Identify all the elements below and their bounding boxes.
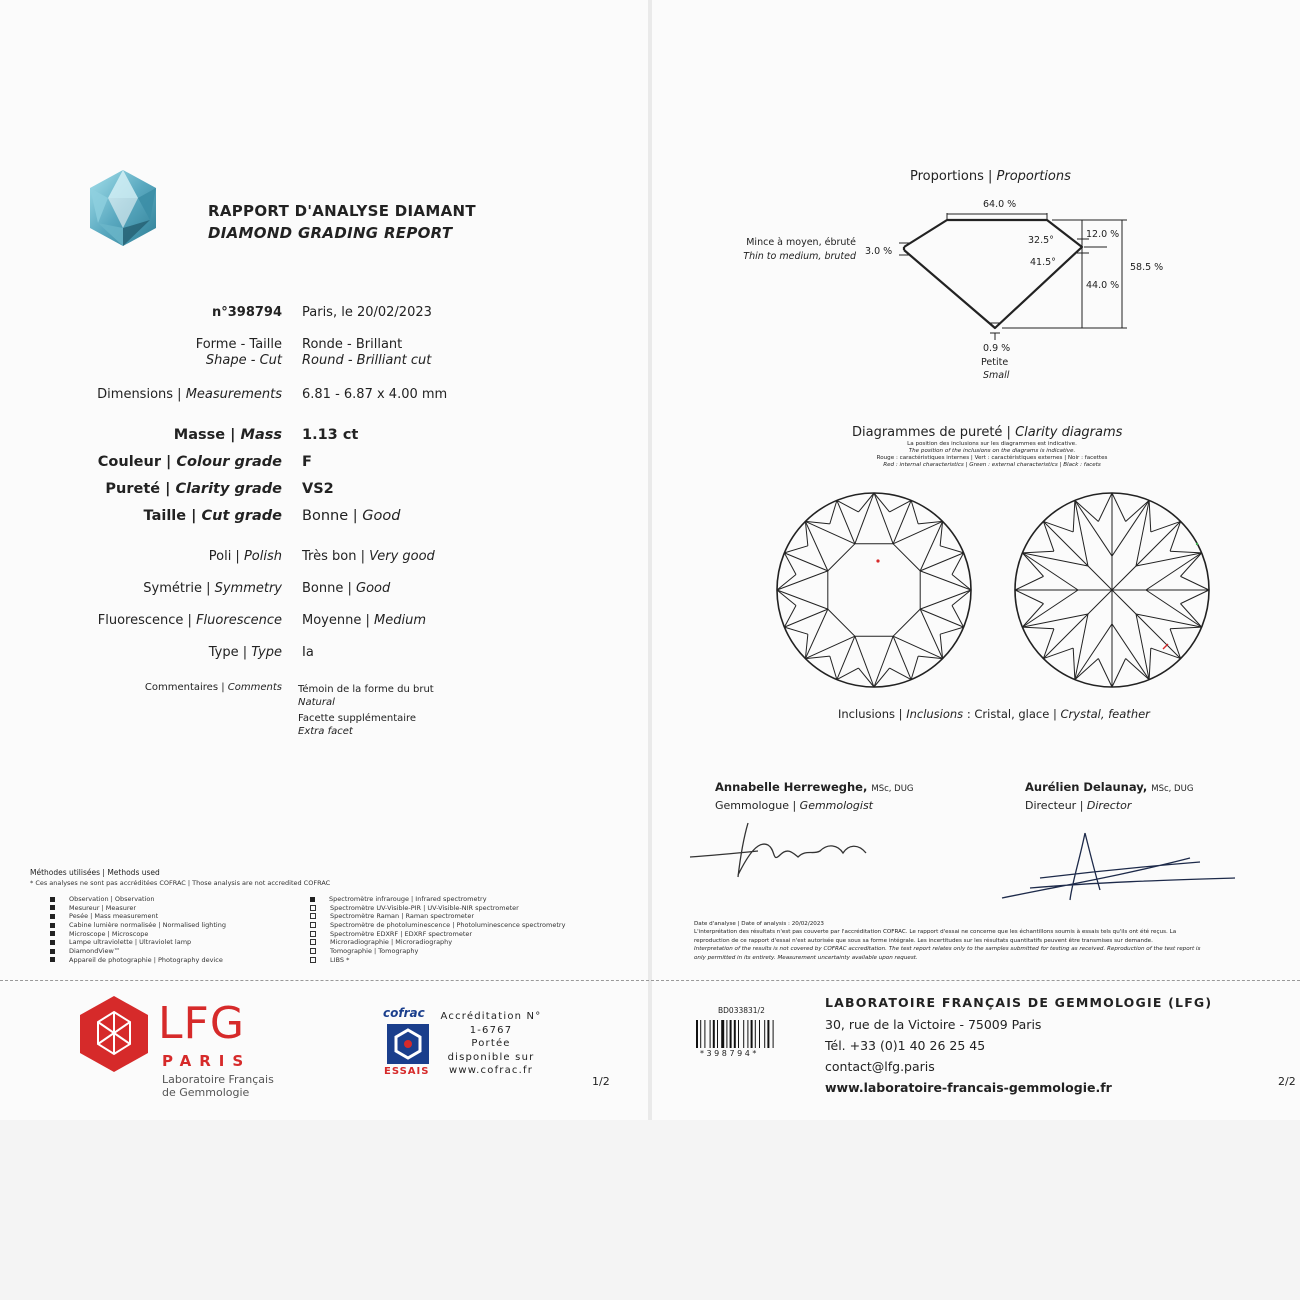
method-label: Spectromètre EDXRF | EDXRF spectrometer bbox=[330, 929, 473, 938]
lab-email[interactable]: contact@lfg.paris bbox=[825, 1059, 935, 1074]
barcode-icon bbox=[696, 1020, 792, 1048]
fluorescence-label-en: Fluorescence bbox=[196, 613, 282, 628]
signature-2-icon bbox=[1000, 828, 1240, 903]
legal-line-2: L'interprétation des résultats n'est pas couverte par l'accréditation COFRAC. Le rapport d'essai ne concerne que les échantillons soumis à essais tels qu'ils ont été reçus. La bbox=[694, 929, 1177, 936]
fluorescence-value-fr: Moyenne | bbox=[302, 613, 370, 628]
girdle-pct: 3.0 % bbox=[865, 246, 893, 257]
table-pct: 64.0 % bbox=[983, 199, 1017, 210]
cofrac-essais-icon bbox=[387, 1024, 429, 1064]
type-label-fr: Type | bbox=[208, 645, 248, 660]
mass-value: 1.13 ct bbox=[302, 427, 359, 443]
method-item bbox=[310, 912, 565, 921]
signer-2-name bbox=[1025, 780, 1193, 794]
bullet-icon bbox=[50, 905, 55, 910]
lab-address: 30, rue de la Victoire - 75009 Paris bbox=[825, 1017, 1042, 1032]
method-item bbox=[50, 921, 226, 930]
report-number: n°398794 bbox=[211, 305, 282, 320]
inclusion-mark bbox=[876, 559, 879, 562]
methods-note: * Ces analyses ne sont pas accréditées COFRAC | Those analysis are not accredited COFRAC bbox=[30, 879, 331, 887]
lab-name: LABORATOIRE FRANÇAIS DE GEMMOLOGIE (LFG) bbox=[825, 995, 1213, 1010]
method-label: Cabine lumière normalisée | Normalised lighting bbox=[69, 921, 226, 930]
method-label: DiamondView™ bbox=[69, 947, 121, 956]
signer-1-role-en: Gemmologist bbox=[799, 799, 873, 812]
comment-1-en: Natural bbox=[298, 697, 335, 708]
bullet-icon bbox=[50, 940, 55, 945]
report-place-date: Paris, le 20/02/2023 bbox=[302, 305, 432, 320]
method-label: Tomographie | Tomography bbox=[330, 947, 419, 956]
cofrac-brand: cofrac bbox=[383, 1006, 425, 1020]
checkbox-icon bbox=[310, 939, 316, 945]
lfg-hexagon-icon bbox=[78, 994, 150, 1074]
crown-clarity-diagram bbox=[774, 490, 974, 690]
clarity-notes bbox=[852, 441, 1132, 469]
culet-en: Small bbox=[983, 370, 1010, 381]
legal-line-1: Date d'analyse | Date of analysis : 20/02/2023 bbox=[694, 921, 824, 927]
signer-1-title: MSc, DUG bbox=[871, 784, 914, 794]
comments-label bbox=[145, 682, 282, 693]
dimensions-label bbox=[97, 387, 282, 402]
cut-label-en: Cut grade bbox=[201, 508, 282, 524]
signer-1-name bbox=[715, 780, 914, 794]
external-mark bbox=[1196, 543, 1198, 545]
bullet-icon bbox=[50, 914, 55, 919]
inclusions-line bbox=[838, 707, 1150, 721]
fluorescence-value-en: Medium bbox=[374, 613, 426, 628]
methods-list-left bbox=[50, 895, 226, 965]
method-label: Microradiographie | Microradiography bbox=[330, 938, 453, 947]
fluorescence-label bbox=[98, 613, 282, 628]
method-label: Mesureur | Measurer bbox=[69, 903, 137, 912]
method-label: Spectromètre infrarouge | Infrared spectrometry bbox=[329, 895, 487, 903]
cofrac-line5: www.cofrac.fr bbox=[448, 1065, 534, 1076]
methods-list-right bbox=[310, 895, 565, 965]
cut-label-fr: Taille | bbox=[143, 508, 197, 524]
signer-2-title: MSc, DUG bbox=[1151, 784, 1194, 794]
signer-1-role-fr: Gemmologue | bbox=[715, 799, 797, 812]
dimensions-value: 6.81 - 6.87 x 4.00 mm bbox=[302, 387, 448, 402]
lfg-logo-line1: Laboratoire Français bbox=[162, 1073, 274, 1086]
legal-line-3: reproduction de ce rapport d'essai n'est autorisée que sous sa forme intégrale. Les incertitudes sur les résultats quantitatifs peuvent être transmises sur demande. bbox=[694, 937, 1153, 944]
cofrac-line1: Accréditation N° bbox=[440, 1011, 542, 1022]
clarity-label bbox=[105, 481, 282, 497]
type-label-en: Type bbox=[251, 645, 282, 660]
checkbox-icon bbox=[310, 913, 316, 919]
clarity-value: VS2 bbox=[302, 481, 334, 497]
signer-2-role bbox=[1025, 799, 1131, 812]
clarity-label-fr: Pureté | bbox=[105, 481, 171, 497]
bullet-icon bbox=[50, 931, 55, 936]
method-label: LIBS * bbox=[330, 955, 350, 964]
method-item bbox=[50, 947, 226, 956]
culet-fr: Petite bbox=[981, 357, 1009, 368]
checkbox-icon bbox=[310, 905, 316, 911]
cut-line bbox=[0, 980, 1300, 981]
crown-height: 12.0 % bbox=[1086, 229, 1120, 240]
mass-label-en: Mass bbox=[240, 427, 282, 443]
girdle-desc-fr: Mince à moyen, ébruté bbox=[746, 237, 856, 248]
method-item bbox=[50, 912, 226, 921]
inclusions-value-en: Crystal, feather bbox=[1060, 707, 1150, 721]
crown-angle: 32.5° bbox=[1028, 235, 1054, 246]
polish-label-fr: Poli | bbox=[208, 549, 240, 564]
method-item bbox=[50, 895, 226, 904]
method-item bbox=[310, 956, 565, 965]
comment-1-fr: Témoin de la forme du brut bbox=[298, 684, 434, 695]
legal-text bbox=[694, 920, 1200, 962]
shape-label-fr: Forme - Taille bbox=[195, 337, 282, 352]
colour-label-fr: Couleur | bbox=[97, 454, 172, 470]
bullet-icon bbox=[310, 897, 315, 902]
type-value: Ia bbox=[302, 645, 314, 660]
method-item bbox=[310, 895, 565, 904]
methods-title: Méthodes utilisées | Methods used bbox=[30, 868, 160, 877]
fluorescence-value bbox=[302, 613, 426, 628]
dimensions-label-fr: Dimensions | bbox=[97, 387, 182, 402]
signer-2-role-en: Director bbox=[1086, 799, 1132, 812]
method-label: Lampe ultraviolette | Ultraviolet lamp bbox=[69, 938, 192, 947]
checkbox-icon bbox=[310, 931, 316, 937]
method-item bbox=[50, 956, 226, 965]
fluorescence-label-fr: Fluorescence | bbox=[97, 613, 192, 628]
clarity-diagrams-title bbox=[852, 425, 1122, 440]
cut-value-fr: Bonne | bbox=[302, 508, 358, 524]
method-label: Spectromètre Raman | Raman spectrometer bbox=[330, 912, 475, 921]
method-item bbox=[50, 930, 226, 939]
comments-label-en: Comments bbox=[227, 682, 282, 693]
colour-label bbox=[98, 454, 282, 470]
pavilion-depth: 44.0 % bbox=[1086, 280, 1120, 291]
clarity-note-2: The position of the inclusions on the diagrams is indicative. bbox=[908, 448, 1076, 454]
cofrac-line2: 1-6767 bbox=[469, 1024, 513, 1036]
comment-2-en: Extra facet bbox=[298, 726, 353, 737]
method-item bbox=[310, 921, 565, 930]
lfg-logo-paris: PARIS bbox=[162, 1052, 252, 1070]
method-item bbox=[50, 904, 226, 913]
colour-value: F bbox=[302, 454, 312, 470]
symmetry-label bbox=[143, 581, 282, 596]
mass-label-fr: Masse | bbox=[173, 427, 236, 443]
diamond-logo-icon bbox=[88, 168, 158, 248]
method-item bbox=[310, 938, 565, 947]
proportions-title-fr: Proportions | bbox=[910, 169, 993, 184]
proportions-title bbox=[910, 169, 1071, 184]
method-label: Spectromètre UV-Visible-PIR | UV-Visible-NIR spectrometer bbox=[330, 903, 519, 912]
symmetry-label-en: Symmetry bbox=[214, 581, 282, 596]
type-label bbox=[209, 645, 282, 660]
page-number-2: 2/2 bbox=[1278, 1075, 1296, 1088]
signature-1-icon bbox=[688, 815, 888, 885]
lfg-logo-line2: de Gemmologie bbox=[162, 1086, 250, 1099]
polish-label bbox=[209, 549, 282, 564]
colour-label-en: Colour grade bbox=[176, 454, 282, 470]
inclusions-label-fr: Inclusions | bbox=[838, 707, 903, 721]
polish-value-fr: Très bon | bbox=[302, 549, 365, 564]
cut-value bbox=[302, 508, 400, 524]
inclusion-mark bbox=[1163, 644, 1168, 649]
method-label: Microscope | Microscope bbox=[69, 929, 149, 938]
clarity-note-1: La position des inclusions sur les diagrammes est indicative. bbox=[907, 441, 1077, 447]
page-left bbox=[0, 0, 648, 1120]
checkbox-icon bbox=[310, 957, 316, 963]
comments-label-fr: Commentaires | bbox=[144, 682, 225, 693]
inclusions-value-fr: : Cristal, glace | bbox=[966, 707, 1057, 721]
clarity-diagrams-title-en: Clarity diagrams bbox=[1015, 425, 1123, 440]
signer-2-role-fr: Directeur | bbox=[1025, 799, 1084, 812]
bullet-icon bbox=[50, 923, 55, 928]
page-right bbox=[652, 0, 1300, 1120]
shape-value-fr: Ronde - Brillant bbox=[302, 337, 403, 352]
signer-1-name-text: Annabelle Herreweghe, bbox=[715, 780, 868, 794]
method-item bbox=[310, 930, 565, 939]
cofrac-line4: disponible sur bbox=[447, 1051, 535, 1063]
legal-line-4: Interpretation of the results is not covered by COFRAC accreditation. The test report relates only to the samples submitted for testing as received. Reproduction of the test report is bbox=[694, 946, 1201, 953]
polish-label-en: Polish bbox=[243, 549, 282, 564]
cofrac-essais: ESSAIS bbox=[384, 1066, 430, 1077]
method-item bbox=[50, 938, 226, 947]
polish-value-en: Very good bbox=[369, 549, 435, 564]
page-number-1: 1/2 bbox=[592, 1075, 610, 1088]
shape-value-en: Round - Brilliant cut bbox=[302, 353, 432, 368]
method-item bbox=[310, 904, 565, 913]
checkbox-icon bbox=[310, 922, 316, 928]
symmetry-label-fr: Symétrie | bbox=[143, 581, 211, 596]
signer-1-role bbox=[715, 799, 873, 812]
method-label: Observation | Observation bbox=[69, 895, 155, 903]
cofrac-line3: Portée bbox=[471, 1038, 511, 1049]
legal-line-5: only permitted in its entirety. Measurement uncertainty available upon request. bbox=[694, 954, 918, 961]
barcode-code: BD033831/2 bbox=[718, 1006, 765, 1015]
bullet-icon bbox=[50, 957, 55, 962]
girdle-desc-en: Thin to medium, bruted bbox=[743, 251, 856, 262]
comment-2-fr: Facette supplémentaire bbox=[298, 713, 417, 724]
pavilion-clarity-diagram bbox=[1012, 490, 1212, 690]
total-depth: 58.5 % bbox=[1130, 262, 1164, 273]
proportions-title-en: Proportions bbox=[996, 169, 1071, 184]
clarity-diagrams-title-fr: Diagrammes de pureté | bbox=[852, 425, 1011, 440]
report-title-fr: RAPPORT D'ANALYSE DIAMANT bbox=[208, 202, 476, 220]
method-label: Pesée | Mass measurement bbox=[69, 912, 159, 921]
symmetry-value bbox=[302, 581, 390, 596]
cut-label bbox=[144, 508, 282, 524]
lfg-logo-text: LFG bbox=[158, 998, 245, 1049]
culet-pct: 0.9 % bbox=[983, 343, 1011, 354]
method-label: Appareil de photographie | Photography device bbox=[69, 955, 223, 964]
polish-value bbox=[302, 549, 435, 564]
barcode-number: * 3 9 8 7 9 4 * bbox=[700, 1049, 757, 1058]
pavilion-angle: 41.5° bbox=[1030, 257, 1056, 268]
checkbox-icon bbox=[310, 948, 316, 954]
dimensions-label-en: Measurements bbox=[185, 387, 282, 402]
signer-2-name-text: Aurélien Delaunay, bbox=[1025, 780, 1148, 794]
bullet-icon bbox=[50, 949, 55, 954]
symmetry-value-fr: Bonne | bbox=[302, 581, 352, 596]
cofrac-accreditation bbox=[436, 1010, 546, 1078]
cut-value-en: Good bbox=[362, 508, 401, 524]
clarity-label-en: Clarity grade bbox=[175, 481, 282, 497]
inclusions-label-en: Inclusions bbox=[906, 707, 964, 721]
method-label: Spectromètre de photoluminescence | Photoluminescence spectrometry bbox=[330, 921, 566, 930]
mass-label bbox=[174, 427, 282, 443]
clarity-note-4: Red : internal characteristics | Green : external characteristics | Black : facets bbox=[883, 462, 1101, 468]
report-title-en: DIAMOND GRADING REPORT bbox=[208, 224, 453, 242]
symmetry-value-en: Good bbox=[356, 581, 391, 596]
shape-label-en: Shape - Cut bbox=[205, 353, 282, 368]
clarity-note-3: Rouge : caractéristiques internes | Vert : caractéristiques externes | Noir : facettes bbox=[876, 455, 1108, 461]
bullet-icon bbox=[50, 897, 55, 902]
lab-phone: Tél. +33 (0)1 40 26 25 45 bbox=[825, 1038, 986, 1053]
method-item bbox=[310, 947, 565, 956]
lab-website[interactable]: www.laboratoire-francais-gemmologie.fr bbox=[825, 1080, 1112, 1095]
